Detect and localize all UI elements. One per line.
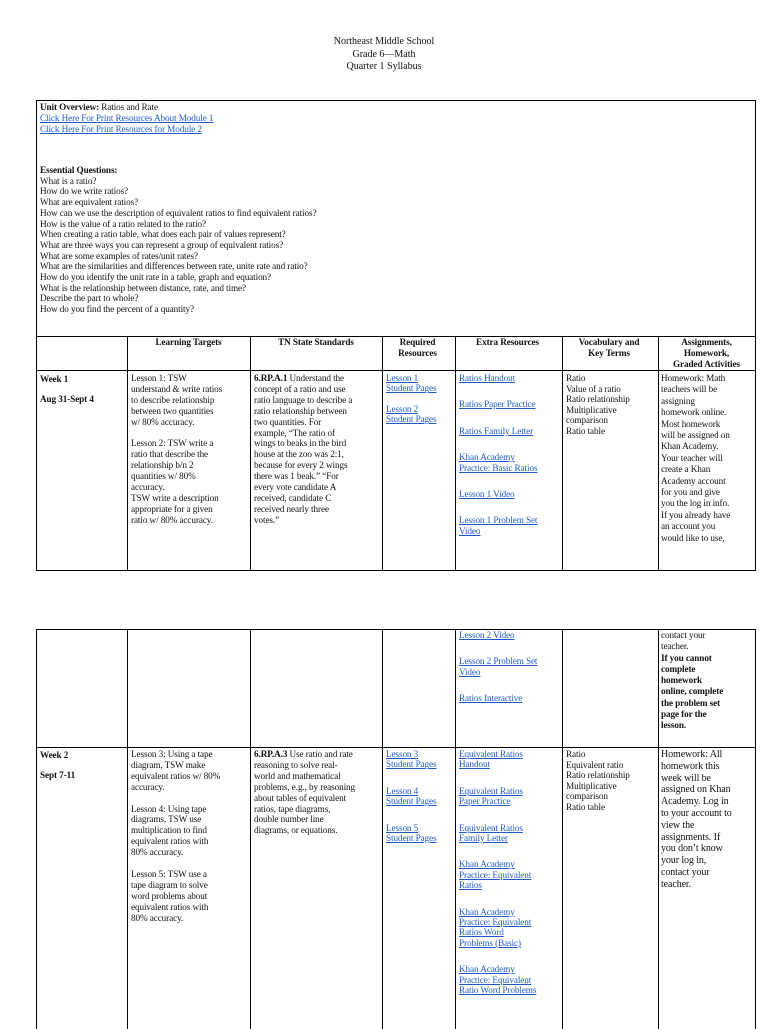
- unit-overview-value: Ratios and Rate: [99, 102, 158, 112]
- grade-title: Grade 6—Math: [352, 48, 416, 60]
- link-line[interactable]: Practice: Equivalent: [459, 974, 532, 985]
- lesson-2-problem-set-video-link[interactable]: [459, 656, 537, 677]
- assign-line: Most homework: [661, 418, 721, 429]
- assign-line: Academy. Log in: [661, 796, 729, 808]
- lesson-3-student-pages-link[interactable]: [386, 749, 437, 770]
- link-line[interactable]: Ratios: [459, 880, 482, 891]
- week-dates: Sept 7-11: [40, 770, 76, 780]
- link-line[interactable]: Student Pages: [386, 759, 437, 770]
- header-text: Learning Targets: [155, 337, 222, 347]
- week-1-learning-targets: [131, 373, 222, 526]
- vocab-term: Ratio relationship: [566, 770, 630, 781]
- assign-line: your log in,: [661, 855, 707, 867]
- essential-questions: [40, 165, 316, 315]
- assign-line: contact your: [661, 866, 710, 878]
- question: What are three ways you can represent a group of equivalent ratios?: [40, 239, 284, 250]
- vocab-term: Ratio: [566, 749, 586, 759]
- link-line[interactable]: Paper Practice: [459, 796, 511, 807]
- assign-line: Your teacher will: [661, 452, 723, 463]
- week-1-label: [40, 373, 94, 405]
- assign-line: Khan Academy.: [661, 441, 719, 452]
- ratios-paper-practice-link[interactable]: Ratios Paper Practice: [459, 399, 536, 410]
- link-line[interactable]: Equivalent Ratios: [459, 822, 523, 833]
- question: What is the relationship between distance, rate, and time?: [40, 282, 246, 293]
- assign-line: will be assigned on: [661, 430, 730, 441]
- assign-line: assigned on Khan: [661, 784, 731, 796]
- standard-line: ratio relationship between: [254, 405, 347, 416]
- standard-line: world and mathematical: [254, 770, 341, 781]
- learning-line: relationship b/n 2: [131, 460, 194, 471]
- assign-line: homework online.: [661, 407, 727, 418]
- link-line[interactable]: Video: [459, 666, 481, 677]
- equivalent-ratios-family-letter-link[interactable]: [459, 823, 536, 844]
- assign-line: homework: [661, 675, 703, 686]
- week-1-extra-resources: [459, 373, 537, 536]
- question: How do you find the percent of a quantity?: [40, 304, 194, 315]
- standard-line: because for every 2 wings: [254, 460, 348, 471]
- header-text: Graded Activities: [673, 359, 740, 370]
- khan-equivalent-ratios-link[interactable]: [459, 859, 536, 890]
- col-header-vocab: [561, 337, 657, 359]
- learning-line: appropriate for a given: [131, 503, 213, 514]
- header-text: Required: [399, 337, 436, 347]
- header-text: Extra Resources: [476, 337, 539, 347]
- assign-line: complete: [661, 663, 696, 674]
- learning-line: equivalent ratios with: [131, 836, 209, 847]
- equivalent-ratios-handout-link[interactable]: [459, 749, 536, 770]
- learning-line: understand & write ratios: [131, 383, 223, 394]
- link-line[interactable]: Handout: [459, 759, 490, 770]
- assign-line: assignments. If: [661, 831, 721, 843]
- assign-line: to your account to: [661, 807, 732, 819]
- week-2-standard: [254, 749, 355, 836]
- assign-line: create a Khan: [661, 464, 711, 475]
- standard-line: ratio language to describe a: [254, 394, 353, 405]
- module-2-print-link[interactable]: Click Here For Print Resources for Module 2: [40, 124, 202, 135]
- header-text: Assignments,: [681, 337, 732, 347]
- link-line[interactable]: Khan Academy: [459, 452, 515, 463]
- vocab-term: Multiplicative: [566, 780, 617, 791]
- standard-line: concept of a ratio and use: [254, 383, 346, 394]
- link-line[interactable]: Family Letter: [459, 833, 508, 844]
- learning-line: to describe relationship: [131, 394, 215, 405]
- assign-line: teachers will be: [661, 384, 718, 395]
- standard-line: reasoning to solve real-: [254, 759, 338, 770]
- standard-line: wings to beaks in the bird: [254, 438, 347, 449]
- assign-line: teacher.: [661, 878, 692, 890]
- learning-line: Lesson 2: TSW write a: [131, 438, 214, 449]
- link-line[interactable]: Khan Academy: [459, 964, 515, 975]
- question: Describe the part to whole?: [40, 293, 139, 304]
- week-1-required-resources: [386, 373, 437, 425]
- col-header-assignments: [657, 337, 756, 371]
- learning-line: ratio that describe the: [131, 449, 209, 460]
- essential-questions-label: Essential Questions:: [40, 165, 118, 175]
- khan-equivalent-ratios-word-problems-basic-link[interactable]: [459, 907, 536, 949]
- vocab-term: Ratio table: [566, 801, 605, 812]
- week-2-vocabulary: [566, 749, 630, 813]
- assign-line: online, complete: [661, 686, 724, 697]
- link-line[interactable]: Lesson 2 Problem Set: [459, 656, 538, 667]
- vocab-term: Multiplicative: [566, 404, 617, 415]
- assign-line: homework this: [661, 760, 720, 772]
- link-line[interactable]: Lesson 1: [386, 373, 419, 383]
- learning-line: 80% accuracy.: [131, 847, 184, 858]
- question: How is the value of a ratio related to the ratio?: [40, 218, 207, 229]
- khan-basic-ratios-link[interactable]: [459, 452, 537, 473]
- lesson-1-problem-set-video-link[interactable]: [459, 515, 537, 536]
- learning-line: equivalent ratios w/ 80%: [131, 770, 221, 781]
- learning-line: between two quantities: [131, 405, 214, 416]
- question: How do you identify the unit rate in a table, graph and equation?: [40, 272, 272, 283]
- assign-line: would like to use,: [661, 532, 725, 543]
- assign-line: for you and give: [661, 487, 720, 498]
- col-header-learning-targets: [127, 337, 250, 348]
- standard-line: house at the zoo was 2:1,: [254, 449, 344, 460]
- learning-line: 80% accuracy.: [131, 912, 184, 923]
- header-text: TN State Standards: [278, 337, 354, 347]
- assign-line: the problem set: [661, 697, 721, 708]
- vocab-term: Ratio relationship: [566, 394, 630, 405]
- learning-line: accuracy.: [131, 482, 165, 493]
- school-name: Northeast Middle School: [333, 36, 435, 47]
- assign-line: contact your: [661, 630, 706, 640]
- link-line[interactable]: Ratio Word Problems: [459, 985, 537, 996]
- standard-line: about tables of equivalent: [254, 792, 347, 803]
- week-1-standard: [254, 373, 352, 526]
- week-1-vocabulary: [566, 373, 630, 437]
- week-title: Week 1: [40, 374, 69, 384]
- week-2-label: [40, 749, 75, 781]
- learning-line: diagram, TSW make: [131, 759, 206, 770]
- standard-line: diagrams, or equations.: [254, 825, 338, 836]
- question: What are equivalent ratios?: [40, 197, 139, 208]
- learning-line: word problems about: [131, 890, 208, 901]
- vocab-term: Value of a ratio: [566, 383, 621, 394]
- question: What are the similarities and differences between rate, unite rate and ratio?: [40, 261, 308, 272]
- vocab-term: Equivalent ratio: [566, 759, 624, 770]
- assign-line: view the: [661, 819, 695, 831]
- standard-line: received, candidate C: [254, 492, 332, 503]
- continued-assignments: [661, 630, 723, 732]
- lesson-1-video-link[interactable]: Lesson 1 Video: [459, 489, 515, 500]
- standard-line: votes.”: [254, 514, 280, 525]
- unit-overview-label: Unit Overview:: [40, 102, 100, 112]
- link-line[interactable]: Equivalent Ratios: [459, 749, 523, 759]
- assign-line: If you cannot: [661, 652, 712, 663]
- header-text: Homework,: [683, 348, 730, 359]
- link-line[interactable]: Ratios Word: [459, 927, 504, 938]
- equivalent-ratios-paper-practice-link[interactable]: [459, 786, 536, 807]
- ratios-interactive-link[interactable]: Ratios Interactive: [459, 693, 523, 704]
- assign-line: lesson.: [661, 720, 687, 731]
- link-line[interactable]: Student Pages: [386, 833, 437, 844]
- standard-line: ratios, tape diagrams,: [254, 803, 331, 814]
- assign-line: Homework: All: [661, 749, 723, 760]
- week-2-extra-resources: [459, 749, 536, 996]
- link-line[interactable]: Practice: Equivalent: [459, 917, 532, 928]
- link-line[interactable]: Problems (Basic): [459, 937, 521, 948]
- assign-line: Academy account: [661, 475, 726, 486]
- link-line[interactable]: Lesson 5: [386, 822, 419, 833]
- standard-line: every vote candidate A: [254, 482, 337, 493]
- standard-code: 6.RP.A.3: [254, 749, 288, 759]
- standard-line: Understand the: [287, 373, 344, 383]
- standard-line: received nearly three: [254, 503, 329, 514]
- assign-line: you the log in info.: [661, 498, 730, 509]
- assign-line: page for the: [661, 709, 707, 720]
- lesson-2-student-pages-link[interactable]: [386, 404, 437, 425]
- lesson-4-student-pages-link[interactable]: [386, 786, 437, 807]
- ratios-family-letter-link[interactable]: Ratios Family Letter: [459, 425, 534, 436]
- link-line[interactable]: Student Pages: [386, 383, 437, 394]
- standard-code: 6.RP.A.1: [254, 373, 288, 383]
- link-line[interactable]: Student Pages: [386, 796, 437, 807]
- link-line[interactable]: Lesson 1 Problem Set: [459, 515, 538, 526]
- question: When creating a ratio table, what does each pair of values represent?: [40, 229, 286, 240]
- link-line[interactable]: Practice: Equivalent: [459, 869, 532, 880]
- week-1-assignments: [661, 373, 730, 544]
- learning-line: diagrams, TSW use: [131, 814, 202, 825]
- link-line[interactable]: Student Pages: [386, 414, 437, 425]
- question: How do we write ratios?: [40, 186, 129, 197]
- lesson-2-video-link[interactable]: Lesson 2 Video: [459, 630, 515, 640]
- vocab-term: Ratio table: [566, 425, 605, 436]
- col-header-extra: [454, 337, 561, 348]
- header-text: Resources: [398, 348, 437, 359]
- link-line[interactable]: Practice: Basic Ratios: [459, 462, 538, 473]
- vocab-term: Ratio: [566, 373, 586, 383]
- ratios-handout-link[interactable]: Ratios Handout: [459, 373, 516, 383]
- learning-line: multiplication to find: [131, 825, 207, 836]
- assign-line: you don’t know: [661, 843, 723, 855]
- question: How can we use the description of equivalent ratios to find equivalent ratios?: [40, 207, 317, 218]
- header-text: Key Terms: [588, 348, 630, 359]
- link-line[interactable]: Equivalent Ratios: [459, 785, 523, 796]
- assign-line: If you already have: [661, 509, 731, 520]
- standard-line: there was 1 beak.” “For: [254, 471, 339, 482]
- learning-line: quantities w/ 80%: [131, 471, 196, 482]
- standard-line: two quantities. For: [254, 416, 322, 427]
- standard-line: Use ratio and rate: [287, 749, 353, 759]
- link-line[interactable]: Video: [459, 525, 481, 536]
- learning-line: TSW write a description: [131, 492, 219, 503]
- link-line[interactable]: Lesson 3: [386, 749, 419, 759]
- standard-line: example, “The ratio of: [254, 427, 335, 438]
- week-2-learning-targets: [131, 749, 220, 923]
- assign-line: teacher.: [661, 641, 689, 652]
- question: What is a ratio?: [40, 175, 97, 186]
- link-line[interactable]: Lesson 2: [386, 403, 419, 414]
- week-2-assignments: [661, 749, 732, 891]
- standard-line: double number line: [254, 814, 324, 825]
- week-2-required-resources: [386, 749, 437, 843]
- syllabus-title: Quarter 1 Syllabus: [346, 61, 422, 72]
- learning-line: Lesson 4: Using tape: [131, 803, 207, 814]
- learning-line: w/ 80% accuracy.: [131, 416, 195, 427]
- learning-line: Lesson 1: TSW: [131, 373, 187, 383]
- col-header-standards: [250, 337, 382, 348]
- lesson-5-student-pages-link[interactable]: [386, 823, 437, 844]
- question: What are some examples of rates/unit rates?: [40, 250, 198, 261]
- col-header-required: [381, 337, 454, 359]
- assign-line: Homework: Math: [661, 373, 726, 383]
- learning-line: equivalent ratios with: [131, 901, 209, 912]
- khan-equivalent-ratio-word-problems-link[interactable]: [459, 964, 536, 995]
- continued-extra-resources: [459, 630, 537, 704]
- vocab-term: comparison: [566, 415, 608, 426]
- learning-line: Lesson 5: TSW use a: [131, 868, 207, 879]
- standard-line: problems, e.g., by reasoning: [254, 781, 356, 792]
- learning-line: ratio w/ 80% accuracy.: [131, 514, 213, 525]
- module-1-print-link[interactable]: Click Here For Print Resources About Module 1: [40, 113, 214, 124]
- week-dates: Aug 31-Sept 4: [40, 394, 94, 404]
- link-line[interactable]: Khan Academy: [459, 906, 515, 917]
- document-header: [0, 36, 768, 74]
- vocab-term: comparison: [566, 791, 608, 802]
- link-line[interactable]: Khan Academy: [459, 859, 515, 870]
- assign-line: assigning: [661, 395, 695, 406]
- assign-line: an account you: [661, 521, 716, 532]
- learning-line: accuracy.: [131, 781, 165, 792]
- link-line[interactable]: Lesson 4: [386, 785, 419, 796]
- lesson-1-student-pages-link[interactable]: [386, 373, 437, 394]
- assign-line: week will be: [661, 772, 711, 784]
- unit-overview: [40, 102, 213, 136]
- header-text: Vocabulary and: [578, 337, 640, 347]
- week-title: Week 2: [40, 750, 69, 760]
- learning-line: Lesson 3: Using a tape: [131, 749, 213, 759]
- learning-line: tape diagram to solve: [131, 879, 208, 890]
